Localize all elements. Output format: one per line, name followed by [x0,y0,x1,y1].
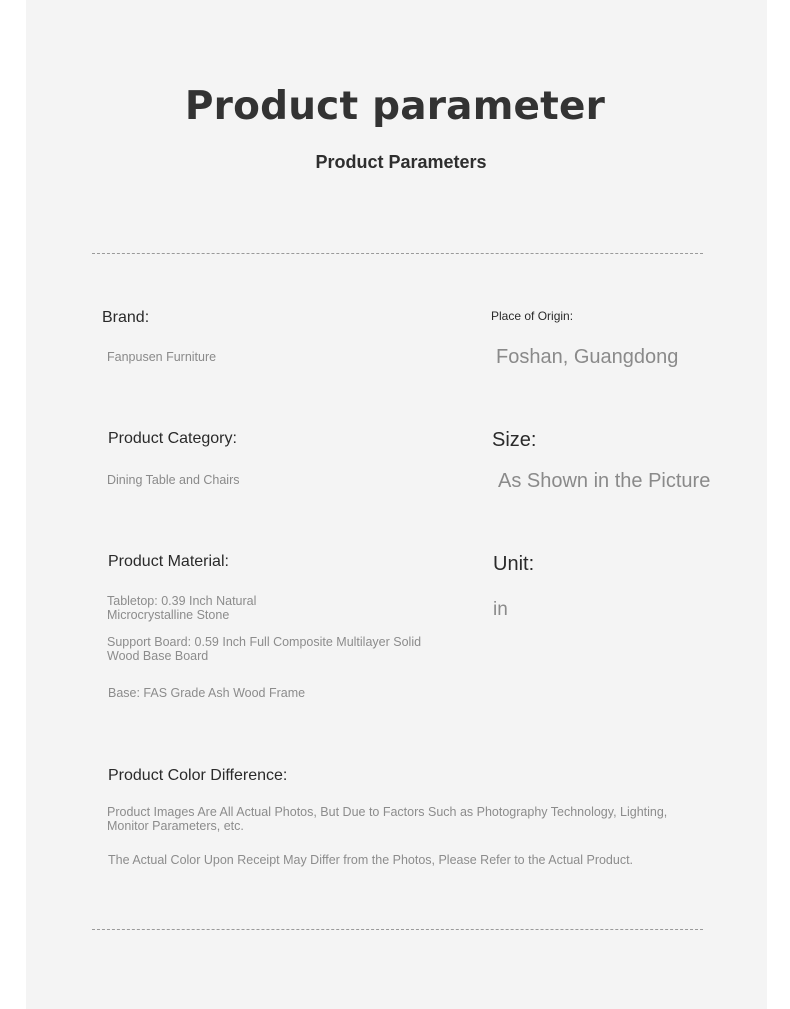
color-difference-line: The Actual Color Upon Receipt May Differ from the Photos, Please Refer to the Actual Product. [108,853,634,867]
page-subtitle: Product Parameters [315,152,487,172]
brand-label: Brand: [102,309,150,326]
material-line: Base: FAS Grade Ash Wood Frame [108,686,306,700]
material-label: Product Material: [108,553,229,570]
color-difference-label: Product Color Difference: [108,767,288,784]
size-label: Size: [492,429,537,451]
category-value: Dining Table and Chairs [107,473,240,487]
material-line: Support Board: 0.59 Inch Full Composite Multilayer Solid Wood Base Board [107,635,422,663]
material-line: Tabletop: 0.39 Inch Natural Microcrystalline Stone [107,594,257,622]
bottom-divider [92,929,703,930]
origin-value: Foshan, Guangdong [496,346,679,368]
page-title: Product parameter [184,84,606,129]
top-divider [92,253,703,254]
origin-label: Place of Origin: [491,309,574,323]
category-label: Product Category: [108,430,237,447]
size-value: As Shown in the Picture [498,470,711,492]
unit-label: Unit: [493,553,535,575]
unit-value: in [493,599,508,620]
brand-value: Fanpusen Furniture [107,350,217,364]
color-difference-line: Product Images Are All Actual Photos, But Due to Factors Such as Photography Technology, Lighting, Monitor Parameters, etc. [107,805,668,833]
